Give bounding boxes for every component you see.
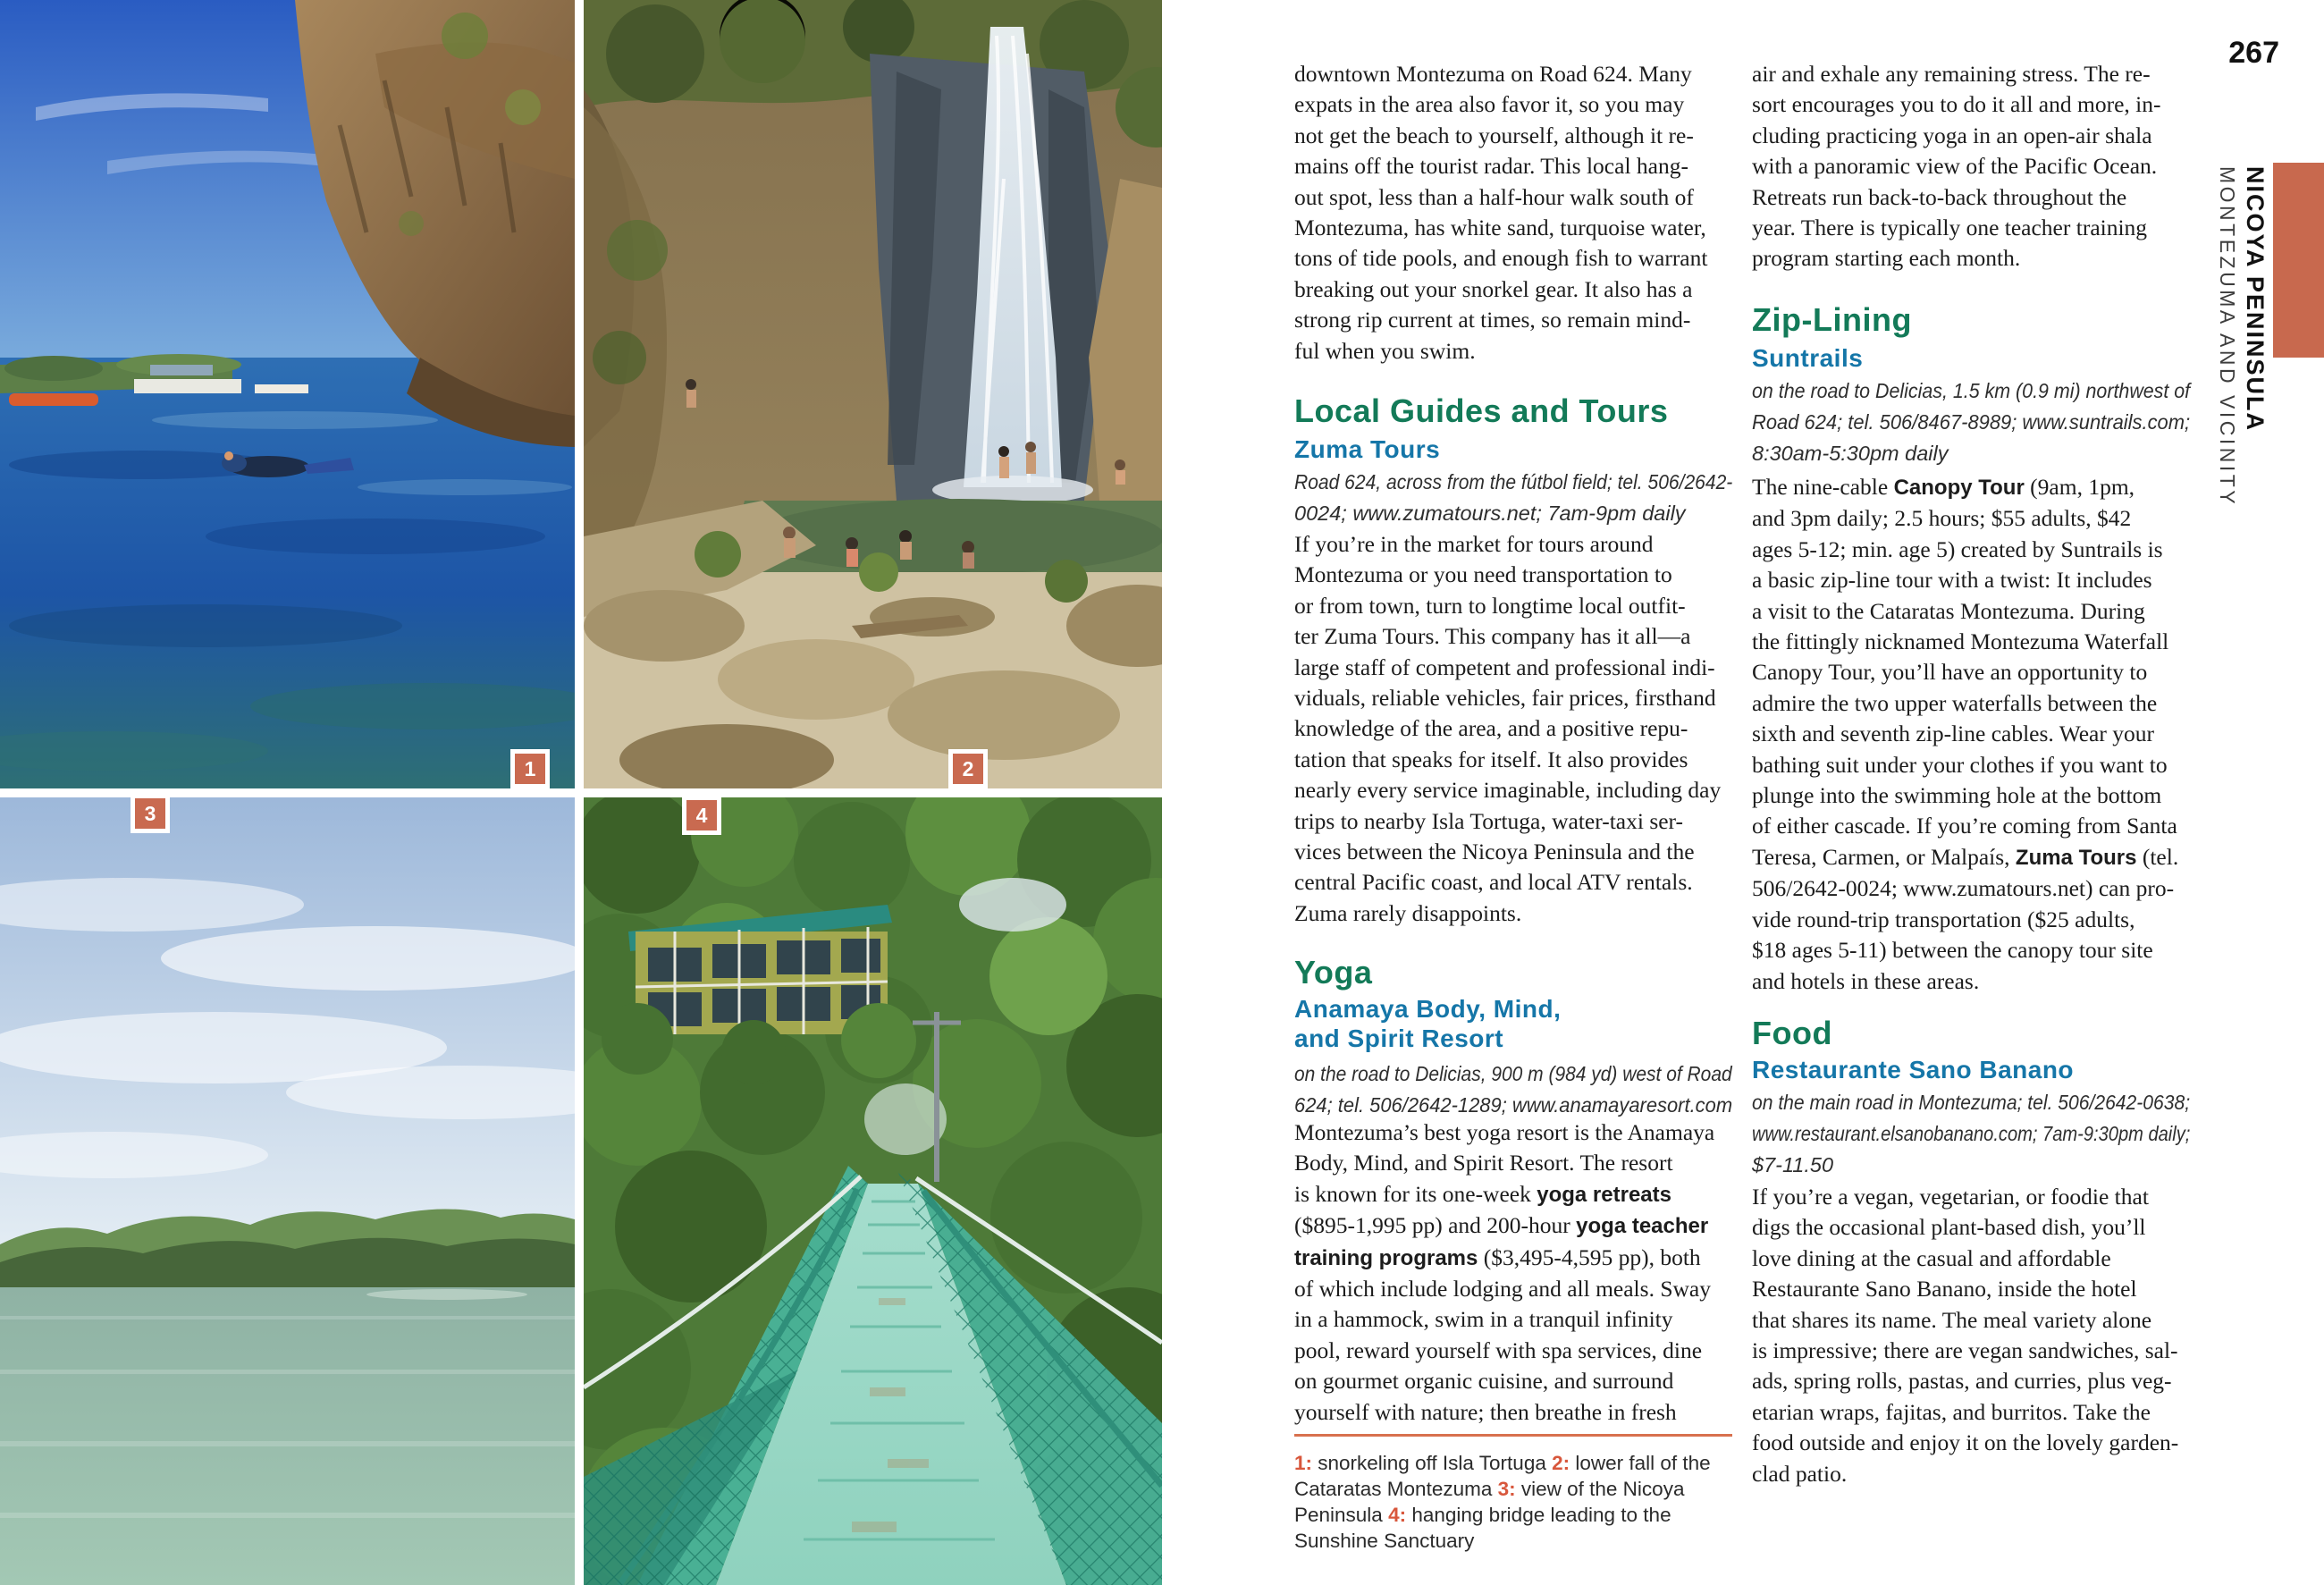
- section-heading-yoga: Yoga: [1294, 954, 1373, 991]
- sano-banano-paragraph: If you’re a vegan, vegetarian, or foodie that digs the occasional plant-based dish, you’ll love dining at the casual and affordable Restaurante Sano Banano, inside the hotel that shares its name. The meal variety alone is impressive; there are vegan sandwiches, sal- ads, spring rolls, pastas, and curries, plus veg- etarian wraps, fajitas, and burritos. Take the food outside and enjoy it on the lovely garden- clad patio.: [1752, 1184, 2179, 1487]
- photo-snorkeling: [0, 0, 575, 788]
- section-heading-local-guides: Local Guides and Tours: [1294, 392, 1669, 429]
- photo-peninsula-view: [0, 797, 575, 1585]
- chapter-thumb-tab: [2273, 163, 2324, 358]
- anamaya-details: on the road to Delicias, 900 m (984 yd) west of Road 624; tel. 506/2642-1289; www.anamayaresort.com: [1294, 1062, 1733, 1117]
- sidebar-section-label: MONTEZUMA AND VICINITY: [2216, 166, 2239, 508]
- hillside-building: [602, 905, 916, 1084]
- sidebar-region-label: NICOYA PENINSULA: [2242, 166, 2269, 433]
- column2-intro-paragraph: air and exhale any remaining stress. The re- sort encourages you to do it all and more, in- cluding practicing yoga in an open-air shala with a panoramic view of the Pacific Ocean. Retreats run back-to-back throughout the year. There is typically one teacher training program starting each month.: [1752, 61, 2161, 272]
- photo-label-1: 1: [510, 749, 550, 788]
- sano-banano-details: on the main road in Montezuma; tel. 506/2642-0638; www.restaurant.elsanobanano.com; 7am-9:30pm daily; $7-11.50: [1752, 1091, 2191, 1176]
- column1-intro-paragraph: downtown Montezuma on Road 624. Many expats in the area also favor it, so you may not get the beach to yourself, although it re- mains off the tourist radar. This local hang- out spot, less than a half-hour walk south of Montezuma, has white sand, turquoise water, tons of tide pools, and enough fish to warrant breaking out your snorkel gear. It also has a strong rip current at times, so remain mind- ful when you swim.: [1294, 61, 1708, 364]
- listing-name-zuma-tours: Zuma Tours: [1294, 435, 1441, 463]
- hanging-bridge-image: [584, 797, 1162, 1585]
- section-heading-food: Food: [1752, 1015, 1832, 1051]
- zuma-tours-details: Road 624, across from the fútbol field; tel. 506/2642- 0024; www.zumatours.net; 7am-9pm daily: [1294, 470, 1733, 525]
- anamaya-paragraph: Montezuma’s best yoga resort is the Anamaya Body, Mind, and Spirit Resort. The resort is known for its one-week yoga retreats ($895-1,995 pp) and 200-hour yoga teacher training programs ($3,495-4,595 pp), both of which include lodging and all meals. Sway in a hammock, swim in a tranquil infinity pool, reward yourself with spa services, dine on gourmet organic cuisine, and surround yourself with nature; then breathe in fresh: [1294, 1119, 1715, 1425]
- caption-divider-rule: [1294, 1434, 1732, 1437]
- snorkeling-image: [0, 0, 575, 788]
- photo-hanging-bridge: [584, 797, 1162, 1585]
- listing-name-suntrails: Suntrails: [1752, 344, 1864, 372]
- listing-name-anamaya: Anamaya Body, Mind, and Spirit Resort: [1294, 995, 1562, 1052]
- photo-waterfall: [584, 0, 1162, 788]
- page-number: 267: [2228, 36, 2279, 70]
- peninsula-view-image: [0, 797, 575, 1585]
- photo-caption: 1: snorkeling off Isla Tortuga 2: lower fall of the Cataratas Montezuma 3: view of the Nicoya Peninsula 4: hanging bridge leading to the Sunshine Sanctuary: [1294, 1452, 1711, 1552]
- listing-name-sano-banano: Restaurante Sano Banano: [1752, 1056, 2075, 1083]
- photo-label-4: 4: [682, 796, 721, 835]
- photo-label-2: 2: [948, 749, 988, 788]
- waterfall-image: [584, 0, 1162, 788]
- suntrails-details: on the road to Delicias, 1.5 km (0.9 mi) northwest of Road 624; tel. 506/8467-8989; www.suntrails.com; 8:30am-5:30pm daily: [1752, 379, 2191, 465]
- suntrails-paragraph: The nine-cable Canopy Tour (9am, 1pm, and 3pm daily; 2.5 hours; $55 adults, $42 ages 5-12; min. age 5) created by Suntrails is a basic zip-line tour with a twist: It includes a visit to the Cataratas Montezuma. During the fittingly nicknamed Montezuma Waterfall Canopy Tour, you’ll have an opportunity to admire the two upper waterfalls between the sixth and seventh zip-line cables. Wear your bathing suit under your clothes if you want to plunge into the swimming hole at the bottom of either cascade. If you’re coming from Santa Teresa, Carmen, or Malpaís, Zuma Tours (tel. 506/2642-0024; www.zumatours.net) can pro- vide round-trip transportation ($25 adults, $18 ages 5-11) between the canopy tour site and hotels in these areas.: [1752, 474, 2179, 994]
- section-heading-zip-lining: Zip-Lining: [1752, 301, 1912, 338]
- photo-label-3: 3: [131, 794, 170, 833]
- zuma-tours-paragraph: If you’re in the market for tours around Montezuma or you need transportation to or from town, turn to longtime local outfit- ter Zuma Tours. This company has it all—a large staff of competent and professional indi- viduals, reliable vehicles, fair prices, firsthand knowledge of the area, and a positive repu- tation that speaks for itself. It also provides nearly every service imaginable, including day trips to nearby Isla Tortuga, water-taxi ser- vices between the Nicoya Peninsula and the central Pacific coast, and local ATV rentals. Zuma rarely disappoints.: [1294, 531, 1722, 926]
